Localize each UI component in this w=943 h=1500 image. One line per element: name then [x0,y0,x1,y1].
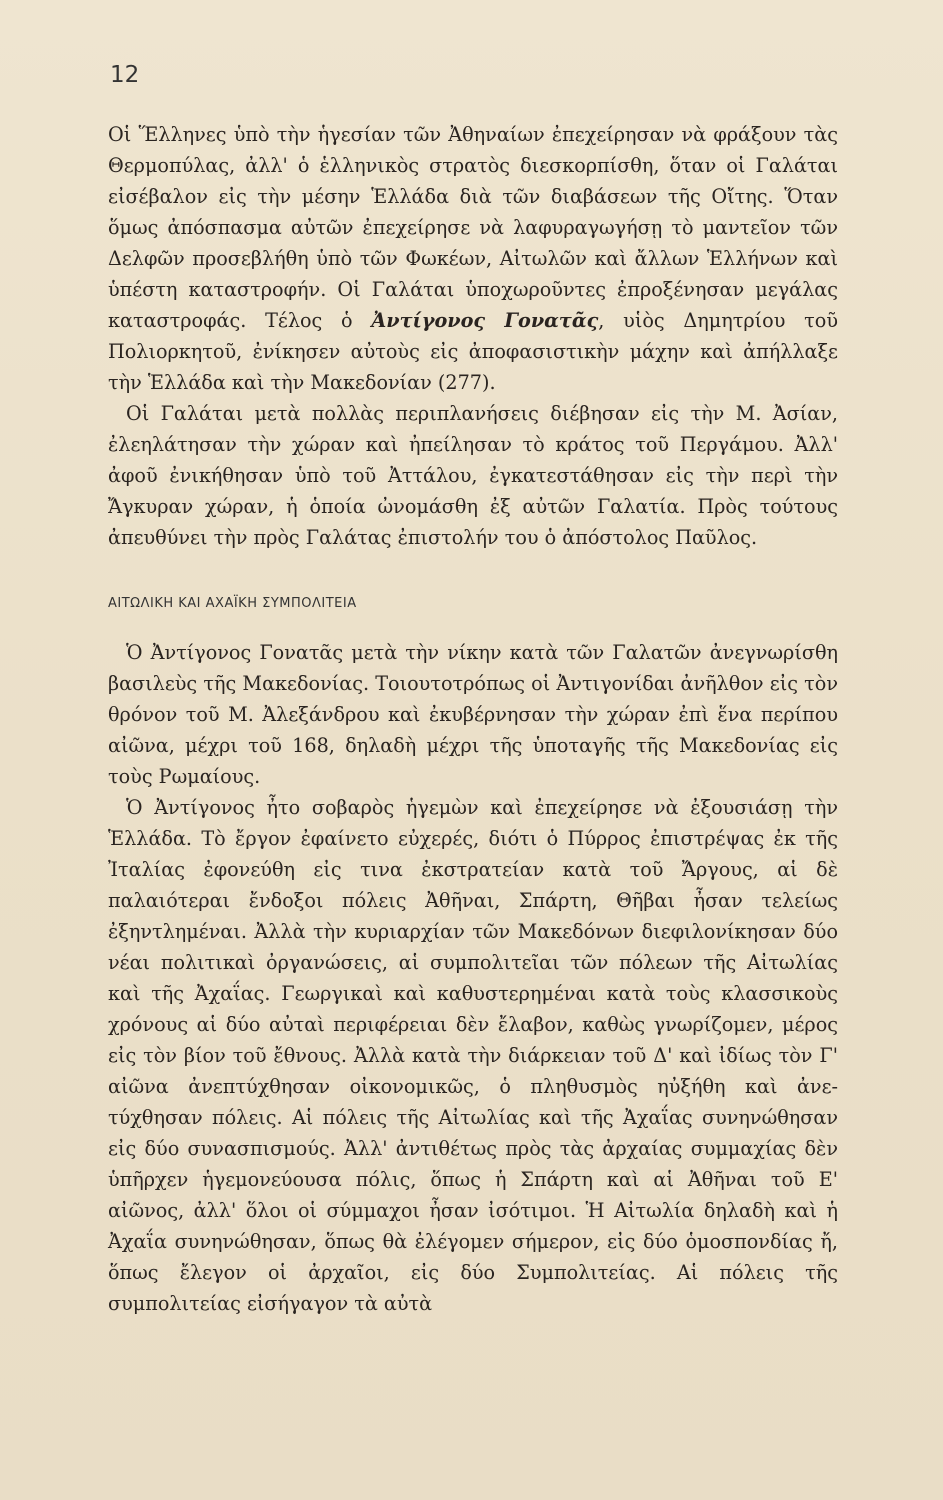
section-heading: ΑΙΤΩΛΙΚΗ ΚΑΙ ΑΧΑΪΚΗ ΣΥΜΠΟΛΙΤΕΙΑ [108,596,357,611]
paragraph-1-after: , υἱὸς Δημητρίου τοῦ Πολιορκητοῦ, ἐνίκησεν αὐτοὺς εἰς ἀποφασιστικὴν μάχην καὶ ἀπήλλαξε τὴν Ἑλλάδα καὶ τὴν Μακεδονίαν (277). [108,309,838,394]
paragraph-1-before: Οἱ Ἕλληνες ὑπὸ τὴν ἡγεσίαν τῶν Ἀθηναίων ἐπεχείρησαν νὰ φράξουν τὰς Θερμοπύλας, ἀλλ' ὁ ἑλληνικὸς στρατὸς διεσκορπίσθη, ὅταν οἱ Γαλάται εἰσέβαλον εἰς τὴν μέσην Ἑλλάδα διὰ τῶν διαβάσεων τῆς Οἴτης. Ὅταν ὅμως ἀπόσπασμα αὐτῶν ἐπεχείρησε νὰ λαφυραγωγήσῃ τὸ μαντεῖον τῶν Δελφῶν προσεβλήθη ὑπὸ τῶν Φωκέων, Αἰτωλῶν καὶ ἄλλων Ἑλλήνων καὶ ὑπέστη καταστροφήν. Οἱ Γαλάται ὑποχωροῦντες ἐπροξένησαν μεγάλας καταστροφάς. Τέλος ὁ [108,123,838,332]
paragraph-thermopylae [108,119,838,398]
paragraph-antigonid-kings: Ὁ Ἀντίγονος Γονατᾶς μετὰ τὴν νίκην κατὰ τῶν Γαλατῶν ἀνεγνωρίσθη βασιλεὺς τῆς Μακεδονίας. Τοιουτοτρόπως οἱ Ἀντιγονίδαι ἀνῆλθον εἰς τὸν θρόνον τοῦ Μ. Ἀλεξάνδρου καὶ ἐκυβέρνησαν τὴν χώραν ἐπὶ ἕνα περίπου αἰῶνα, μέχρι τοῦ 168, δηλαδὴ μέχρι τῆς ὑποταγῆς τῆς Μακεδονίας εἰς τοὺς Ρωμαίους. [108,641,838,788]
text-block-top [108,119,838,553]
text-block-bottom [108,637,838,1319]
emphasis-antigonos: Ἀντίγονος Γονατᾶς [371,309,599,332]
page-number: 12 [110,62,140,88]
paragraph-leagues: Ὁ Ἀντίγονος ἦτο σοβαρὸς ἡγεμὼν καὶ ἐπεχείρησε νὰ ἐξουσιάσῃ τὴν Ἑλλάδα. Τὸ ἔργον ἐφαίνετο εὐχερές, διότι ὁ Πύρρος ἐπιστρέψας ἐκ τῆς Ἰταλίας ἐφονεύθη εἰς τινα ἐκστρατείαν κατὰ τοῦ Ἄργους, αἱ δὲ παλαιότεραι ἔνδοξοι πόλεις Ἀθῆναι, Σπάρτη, Θῆβαι ἦσαν τελείως ἐξηντλημέναι. Ἀλλὰ τὴν κυριαρχίαν τῶν Μακεδόνων διεφιλονίκησαν δύο νέαι πολιτικαὶ ὀργανώσεις, αἱ συμπολιτεῖαι τῶν πόλεων τῆς Αἰτωλίας καὶ τῆς Ἀχαΐας. Γεωργικαὶ καὶ καθυστερημέναι κατὰ τοὺς κλασσικοὺς χρόνους αἱ δύο αὐταὶ περιφέρειαι δὲν ἔλαβον, καθὼς γνωρίζομεν, μέρος εἰς τὸν βίον τοῦ ἔθνους. Ἀλλὰ κατὰ τὴν διάρκειαν τοῦ Δ' καὶ ἰδίως τὸν Γ' αἰῶνα ἀνεπτύχθησαν οἰκονομικῶς, ὁ πληθυσμὸς ηὐξήθη καὶ ἀνε-τύχθησαν πόλεις. Αἱ πόλεις τῆς Αἰτωλίας καὶ τῆς Ἀχαΐας συνηνώθησαν εἰς δύο συνασπισμούς. Ἀλλ' ἀντιθέτως πρὸς τὰς ἀρχαίας συμμαχίας δὲν ὑπῆρχεν ἡγεμονεύουσα πόλις, ὅπως ἡ Σπάρτη καὶ αἱ Ἀθῆναι τοῦ Ε' αἰῶνος, ἀλλ' ὅλοι οἱ σύμμαχοι ἦσαν ἰσότιμοι. Ἡ Αἰτωλία δηλαδὴ καὶ ἡ Ἀχαΐα συνηνώθησαν, ὅπως θὰ ἐλέγομεν σήμερον, εἰς δύο ὁμοσπονδίας ἤ, ὅπως ἔλεγον οἱ ἀρχαῖοι, εἰς δύο Συμπολιτείας. Αἱ πόλεις τῆς συμπολιτείας εἰσήγαγον τὰ αὐτὰ [108,796,838,1315]
paragraph-galatians: Οἱ Γαλάται μετὰ πολλὰς περιπλανήσεις διέβησαν εἰς τὴν Μ. Ἀσίαν, ἐλεηλάτησαν τὴν χώραν καὶ ἠπείλησαν τὸ κράτος τοῦ Περγάμου. Ἀλλ' ἀφοῦ ἐνικήθησαν ὑπὸ τοῦ Ἀττάλου, ἐγκατεστάθησαν εἰς τὴν περὶ τὴν Ἄγκυραν χώραν, ἡ ὁποία ὠνομάσθη ἐξ αὐτῶν Γαλατία. Πρὸς τούτους ἀπευθύνει τὴν πρὸς Γαλάτας ἐπιστολήν του ὁ ἀπόστολος Παῦλος. [108,402,838,549]
